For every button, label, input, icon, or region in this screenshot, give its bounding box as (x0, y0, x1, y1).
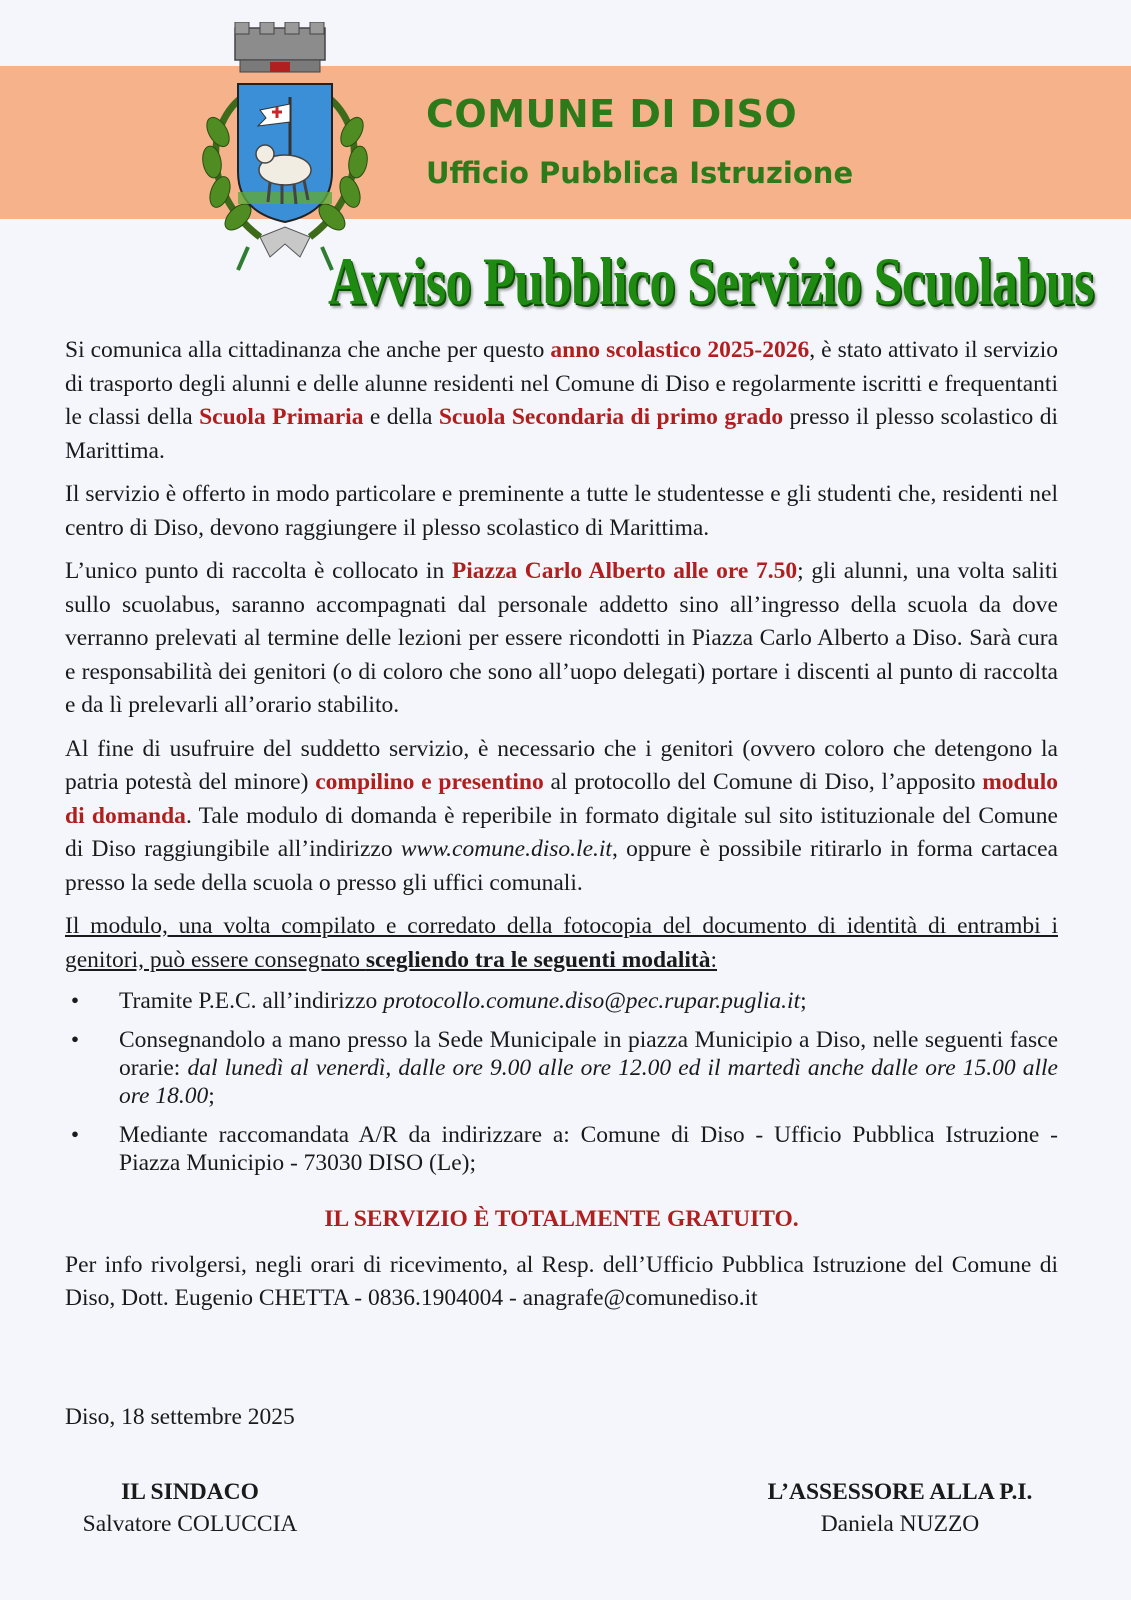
text: , oppure è possibile ritirarlo in forma cartacea presso la sede della scuola o presso gli uffici comunali. (65, 836, 1058, 896)
text: Il modulo, una volta compilato e corredato della fotocopia del documento di identità di entrambi i genitori, può essere consegnato (65, 913, 1058, 973)
text: presso il plesso scolastico di Marittima. (65, 404, 1058, 464)
paragraph-pickup (65, 555, 1058, 723)
highlight-pickup-point: Piazza Carlo Alberto alle ore 7.50 (451, 558, 798, 584)
delivery-methods-emphasis: scegliendo tra le seguenti modalità (365, 946, 711, 973)
bullet-icon: • (70, 988, 80, 1014)
bullet-icon: • (70, 1122, 80, 1148)
text: ; (208, 1083, 215, 1109)
page-title: Avviso Pubblico Servizio Scuolabus (328, 243, 1094, 319)
text: Si comunica alla cittadinanza che anche per questo (65, 337, 551, 363)
text: ; (800, 988, 807, 1014)
pec-email-link[interactable]: protocollo.comune.diso@pec.rupar.puglia.it (383, 988, 801, 1014)
highlight-primary-school: Scuola Primaria (199, 404, 364, 430)
org-name: COMUNE DI DISO (426, 92, 798, 136)
text: ; gli alunni, una volta saliti sullo scuolabus, saranno accompagnati dal personale addetto sino all’ingresso della scuola da dove verranno prelevati al termine delle lezioni per essere ricondotti in Piazza Carlo Alberto a Diso. Sarà cura e responsabilità dei genitori (o di coloro che sono all’uopo delegati) portare i discenti al punto di raccolta e da lì prelevarli all’orario stabilito. (65, 558, 1059, 718)
paragraph-application (65, 733, 1058, 901)
list-item (70, 1026, 1058, 1110)
text: e della (363, 404, 439, 430)
highlight-school-year: anno scolastico 2025-2026 (550, 337, 810, 363)
text: L’unico punto di raccolta è collocato in (65, 558, 452, 584)
list-item (70, 1121, 1058, 1177)
signature-councillor (745, 1476, 1055, 1540)
signature-role: IL SINDACO (121, 1479, 259, 1505)
paragraph-audience: Il servizio è offerto in modo particolare e preminente a tutte le studentesse e gli studenti che, residenti nel centro di Diso, devono raggiungere il plesso scolastico di Marittima. (65, 481, 1058, 541)
list-item (70, 987, 1058, 1015)
delivery-methods-list (65, 987, 1058, 1177)
text: Consegnandolo a mano presso la Sede Municipale in piazza Municipio a Diso, nelle seguenti fasce orarie: (119, 1027, 1058, 1081)
website-link[interactable]: www.comune.diso.le.it (400, 836, 612, 862)
text: Tramite P.E.C. all’indirizzo (119, 988, 384, 1014)
signature-mayor (70, 1476, 310, 1540)
highlight-secondary-school: Scuola Secondaria di primo grado (438, 404, 784, 430)
org-office: Ufficio Pubblica Istruzione (426, 156, 854, 190)
text: al protocollo del Comune di Diso, l’apposito (543, 769, 983, 795)
paragraph-contact-info: Per info rivolgersi, negli orari di ricevimento, al Resp. dell’Ufficio Pubblica Istruzione del Comune di Diso, Dott. Eugenio CHETTA - 0836.1904004 - anagrafe@comunediso.it (65, 1251, 1058, 1311)
text: : (710, 946, 718, 973)
municipal-coat-of-arms-icon (190, 22, 380, 272)
notice-body (65, 334, 1058, 1326)
text: Al fine di usufruire del suddetto servizio, è necessario che i genitori (ovvero coloro che detengono la patria potestà del minore) (65, 735, 1058, 795)
text: , è stato attivato il servizio di trasporto degli alunni e delle alunne residenti nel Comune di Diso e regolarmente iscritti e frequentanti le classi della (65, 337, 1058, 430)
text: Mediante raccomandata A/R da indirizzare a: Comune di Diso - Ufficio Pubblica Istruzione - Piazza Municipio - 73030 DISO (Le); (119, 1122, 1058, 1176)
signature-role: L’ASSESSORE ALLA P.I. (767, 1479, 1033, 1505)
office-hours: dal lunedì al venerdì, dalle ore 9.00 alle ore 12.00 ed il martedì anche dalle ore 15.00 alle ore 18.00 (119, 1055, 1058, 1109)
highlight-fill-submit: compilino e presentino (315, 769, 544, 795)
highlight-application-form: modulo di domanda (65, 769, 1058, 829)
paragraph-intro (65, 334, 1058, 468)
header-banner (0, 66, 1131, 219)
bullet-icon: • (70, 1027, 80, 1053)
document-date: Diso, 18 settembre 2025 (65, 1404, 295, 1430)
free-service-notice: IL SERVIZIO È TOTALMENTE GRATUITO. (324, 1206, 799, 1232)
paragraph-delivery (65, 910, 1058, 977)
text: . Tale modulo di domanda è reperibile in formato digitale sul sito istituzionale del Comune di Diso raggiungibile all’indirizzo (65, 802, 1058, 862)
signature-name: Daniela NUZZO (820, 1511, 980, 1537)
signature-name: Salvatore COLUCCIA (82, 1511, 298, 1537)
